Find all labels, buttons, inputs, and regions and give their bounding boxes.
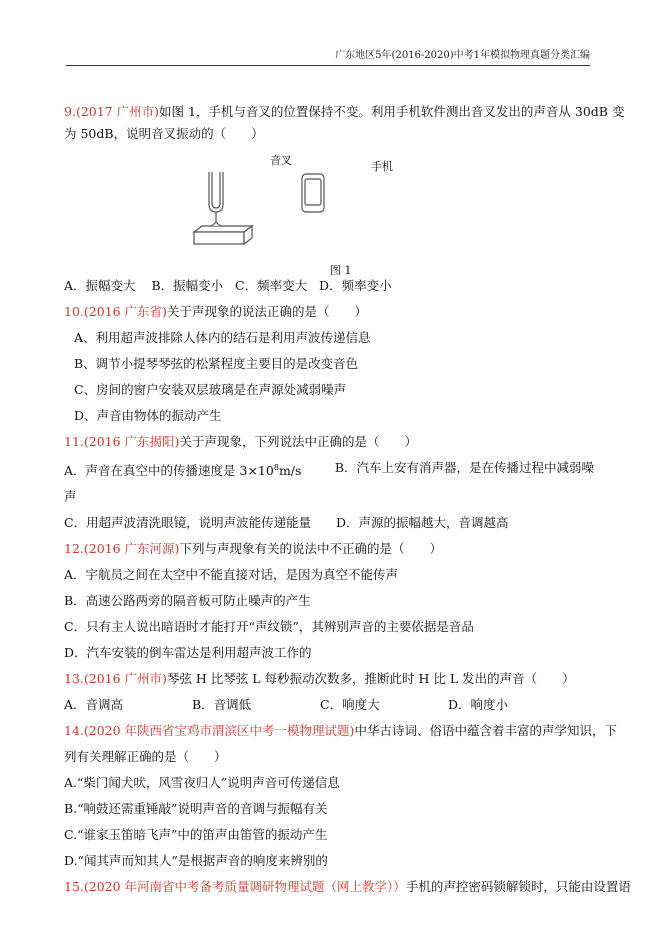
option-a: A．音调高 (64, 697, 124, 713)
question-12-source: (2016 广东河源) (83, 541, 180, 557)
option-c: C．响度大 (320, 697, 380, 713)
question-12-number: 12. (64, 541, 84, 557)
resonance-box-icon (194, 222, 252, 244)
figure-caption: 图 1 (330, 264, 352, 277)
question-12-option-c: C．只有主人说出暗语时才能打开“声纹锁”，其辨别声音的主要依据是音品 (64, 619, 474, 635)
question-14-number: 14. (64, 723, 84, 739)
question-10-text: 关于声现象的说法正确的是（ ） (166, 304, 367, 319)
question-12-option-a: A．宇航员之间在太空中不能直接对话，是因为真空不能传声 (64, 567, 399, 583)
question-14-option-b: B.“响鼓还需重锤敲”说明声音的音调与振幅有关 (64, 801, 328, 817)
question-14-option-a: A.“柴门闻犬吠，风雪夜归人”说明声音可传递信息 (64, 775, 340, 791)
question-9-stem-line-1 (64, 104, 625, 120)
question-13-stem (64, 671, 594, 687)
phone-icon (302, 174, 324, 212)
question-13-options (64, 697, 594, 713)
phone-label: 手机 (371, 160, 393, 173)
option-a-text: A．声音在真空中的传播速度是 3×10 (64, 463, 274, 479)
question-14-source: (2020 年陕西省宝鸡市渭滨区中考一模物理试题) (83, 723, 355, 739)
question-10-option-a: A、利用超声波排除人体内的结石是利用声波传递信息 (74, 330, 371, 345)
question-9-source: (2017 广州市) (75, 104, 159, 119)
question-11-option-b-continued: 声 (64, 489, 77, 505)
page-header: 广东地区5年(2016-2020)中考1年模拟物理真题分类汇编 (66, 46, 590, 66)
question-13-source: (2016 广州市) (83, 671, 167, 687)
question-11-option-d: D．声源的振幅越大，音调越高 (336, 515, 509, 531)
question-11-stem (64, 434, 594, 450)
question-14-stem-line-2: 列有关理解正确的是（ ） (64, 749, 227, 765)
question-11-option-a (64, 460, 335, 479)
question-10-source: (2016 广东省) (83, 304, 167, 319)
question-11-text: 关于声现象，下列说法中正确的是（ ） (179, 434, 417, 449)
question-12-option-b: B．高速公路两旁的隔音板可防止噪声的产生 (64, 593, 311, 609)
tuning-fork-and-phone-drawing (186, 152, 336, 262)
question-12-text: 下列与声现象有关的说法中不正确的是（ ） (179, 541, 442, 557)
question-content (64, 104, 631, 895)
question-12-stem (64, 541, 594, 557)
question-14-option-d: D.“闻其声而知其人”是根据声音的响度来辨别的 (64, 853, 328, 869)
question-10-option-c: C、房间的窗户安装双层玻璃是在声源处减弱噪声 (74, 382, 347, 397)
option-c: C．频率变大 (235, 278, 308, 293)
question-10-stem (64, 304, 594, 320)
question-11-option-c: C．用超声波清洗眼镜，说明声波能传递能量 (64, 515, 312, 531)
question-10-number: 10. (64, 304, 84, 319)
option-b: B．振幅变小 (151, 278, 224, 293)
question-12-option-d: D．汽车安装的倒车雷达是利用超声波工作的 (64, 645, 312, 661)
question-9-number: 9. (64, 104, 76, 119)
option-a: A．振幅变大 (64, 278, 136, 293)
option-d: D．响度小 (448, 697, 509, 713)
question-11-number: 11. (64, 434, 84, 449)
question-11-source: (2016 广东揭阳) (83, 434, 180, 449)
question-9-stem: 如图 1，手机与音叉的位置保持不变。利用手机软件测出音叉发出的声音从 30dB 变 (158, 104, 625, 119)
question-13-number: 13. (64, 671, 84, 687)
question-13-text: 琴弦 H 比琴弦 L 每秒振动次数多，推断此时 H 比 L 发出的声音（ ） (166, 671, 575, 687)
question-15-source: (2020 年河南省中考备考质量调研物理试题（网上教学）） (83, 879, 406, 895)
tuning-fork-icon (209, 172, 223, 226)
question-15-number: 15. (64, 879, 84, 895)
question-9-stem-line-2: 为 50dB，说明音叉振动的（ ） (64, 126, 264, 141)
option-a-unit: m/s (278, 463, 302, 479)
question-11-options-ab (64, 460, 594, 479)
figure-1 (64, 144, 594, 276)
tuning-fork-label: 音叉 (270, 154, 292, 167)
option-d: D．频率变小 (319, 278, 392, 293)
option-a-exponent: 8 (273, 463, 279, 472)
question-9-options (64, 278, 594, 294)
question-11-options-cd (64, 515, 594, 531)
question-14-text: 中华古诗词、俗语中蕴含着丰富的声学知识，下 (354, 723, 617, 739)
question-11-option-b: B．汽车上安有消声器，是在传播过程中减弱噪 (334, 460, 594, 475)
question-10-option-d: D、声音由物体的振动产生 (74, 408, 222, 423)
question-15-text: 手机的声控密码锁解锁时，只能由设置语 (405, 879, 631, 895)
question-10-option-b: B、调节小提琴琴弦的松紧程度主要目的是改变音色 (74, 356, 359, 371)
option-b: B．音调低 (192, 697, 252, 713)
question-15-stem (64, 879, 631, 895)
question-14-stem-line-1 (64, 723, 617, 739)
question-14-option-c: C.“谁家玉笛暗飞声”中的笛声由笛管的振动产生 (64, 827, 328, 843)
